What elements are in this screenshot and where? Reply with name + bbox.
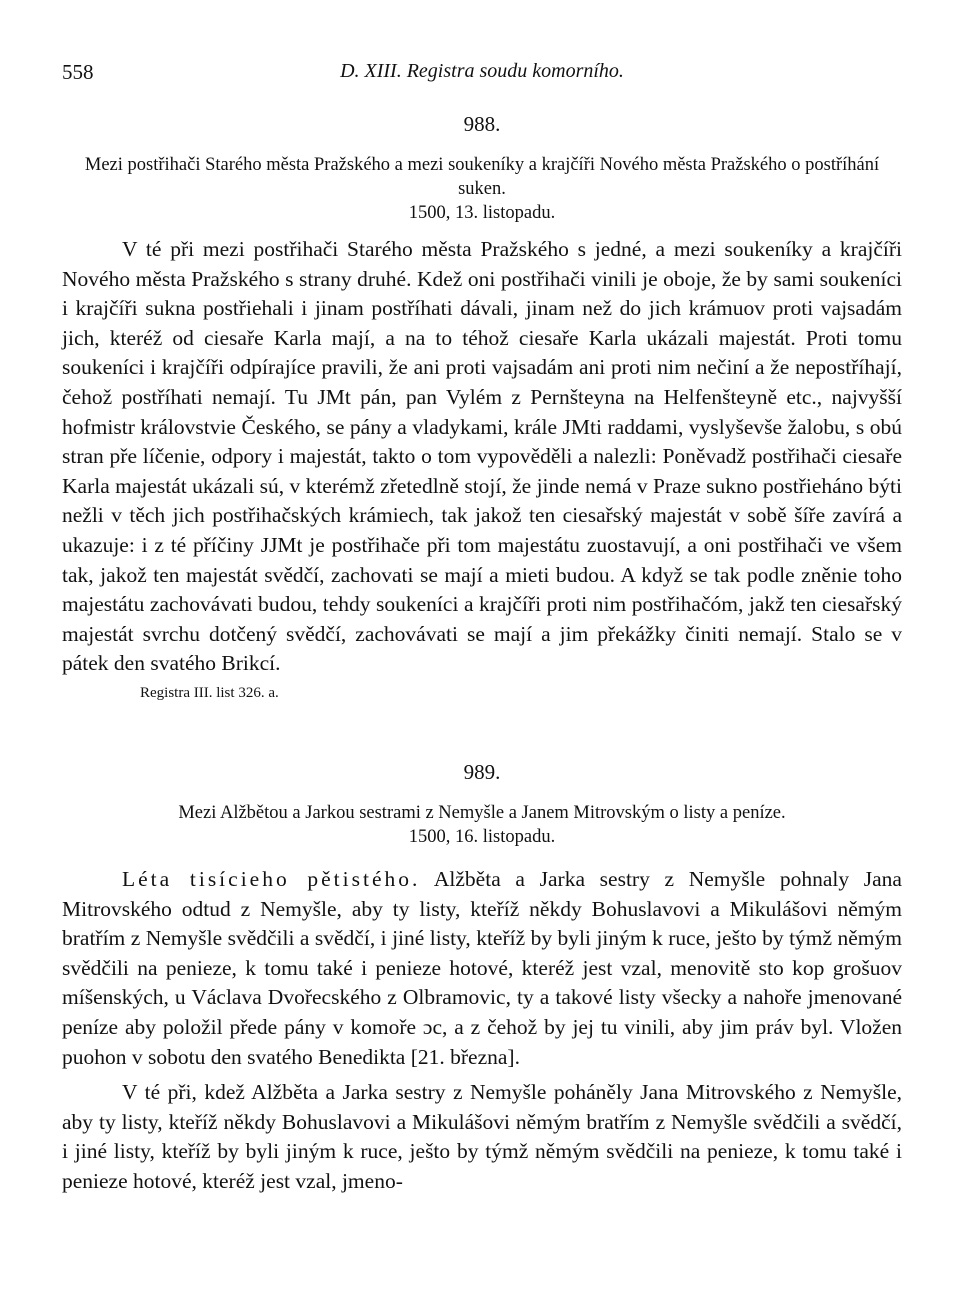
page-number: 558 xyxy=(62,60,94,84)
spaced-lead-text: Léta tisícieho pětistého. xyxy=(122,867,421,891)
source-note: Registra III. list 326. a. xyxy=(140,684,279,701)
running-head xyxy=(62,60,902,88)
body-paragraph xyxy=(62,865,902,1072)
document-heading: Mezi Alžbětou a Jarkou sestrami z Nemyšle a Janem Mitrovským o listy a peníze. xyxy=(178,803,786,823)
paragraph-text: Alžběta a Jarka sestry z Nemyšle pohnaly Jana Mitrovského odtud z Nemyšle, aby ty listy, kteříž někdy Bohuslavovi a Mikulášovi němým bratřím z Nemyšle svědčili a svědčí, i jiné listy, kteříž by byli jiným k ruce, ješto by týmž němým svědčili na penieze, k tomu také i penieze hotové, kteréž jest vzal, menovitě sto kop grošuov míšenských, u Václava Dvořecského z Olbramovic, ty a takové listy všecky a nahoře jmenované peníze aby položil přede pány v komoře ɔc, a z čehož by jej tu vinili, aby jim práv byl. Vložen puohon v sobotu den svatého Benedikta [21. března]. xyxy=(62,867,902,1069)
document-number: 989. xyxy=(463,760,501,784)
body-paragraph: V té při mezi postřihači Starého města Pražského s jedné, a mezi soukeníky a krajčíři Nového města Pražského s strany druhé. Kdež oni postřihači vinili je oboje, že by sami soukeníci i krajčíři sukna postřiehali i jinam postříhati dávali, jinam než do jich krámuov proti vajsadám jich, kteréž od ciesaře Karla mají, a na to téhož ciesaře Karla ukázali majestát. Proti tomu soukeníci i krajčíři odpírajíce pravili, že ani proti vajsadám ani proti nim nečiní a že nepostříhají, čehož postříhati nemají. Tu JMt pán, pan Vylém z Pernšteyna na Helfenšteyně etc., najvyšší hofmistr královstvie Českého, se pány a vladykami, krále JMti raddami, vyslyševše žalobu, s obú stran pře líčenie, odpory i majestát, takto o tom vypověděli a nalezli: Poněvadž postřihači ciesaře Karla majestát ukázali sú, v kterémž zřetedlně stojí, že jinde nemá v Praze sukno postřieháno býti nežli v těch jich postřihačských krámiech, tak jakož ten ciesařský majestát v sobě šíře zavírá a ukazuje: i z té příčiny JJMt je postřihače při tom majestátu zuostavují, a oni postřihači ve všem tak, jakož ten majestát svědčí, zachovati se mají a mieti budou. A když se tak podle zněnie toho majestátu zachovávati budou, tehdy soukeníci a krajčíři proti nim postřihačóm, jakž ten ciesařský majestát svrchu dotčený svědčí, zachovávati se mají a jim překážky činiti nemají. Stalo se v pátek den svatého Brikcí. xyxy=(62,237,903,676)
document-number: 988. xyxy=(463,112,501,136)
document-989 xyxy=(62,760,902,1197)
document-heading: Mezi postřihači Starého města Pražského a mezi soukeníky a krajčíři Nového města Pražského o postříhání suken. xyxy=(84,155,880,199)
running-title: D. XIII. Registra soudu komorního. xyxy=(340,60,624,82)
document-988 xyxy=(62,112,902,702)
document-date: 1500, 16. listopadu. xyxy=(408,827,556,847)
document-date: 1500, 13. listopadu. xyxy=(408,203,556,223)
body-paragraph: V té při, kdež Alžběta a Jarka sestry z Nemyšle poháněly Jana Mitrovského z Nemyšle, aby ty listy, kteříž někdy Bohuslavovi a Mikulášovi němým bratřím z Nemyšle svědčili a svědčí, i jiné listy, kteříž by byli jiným k ruce, ješto by týmž němým svědčili na penieze, k tomu také i penieze hotové, kteréž jest vzal, jmeno- xyxy=(62,1080,902,1193)
